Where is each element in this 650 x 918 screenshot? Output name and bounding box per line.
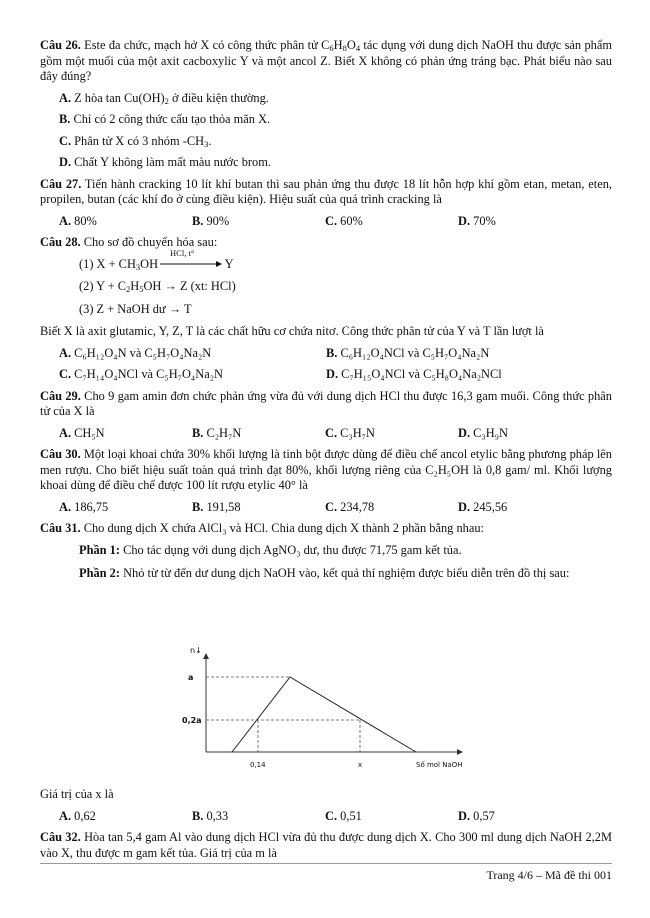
q26-option-a: A. Z hòa $\tan Cu(OH)_2$ ở điều kiện thường. [59, 90, 269, 106]
q29-option-c: C. C₃H₇N [325, 425, 375, 440]
question-32: Câu 32. Hòa tan 5,4 gam Al vào dung dịch HCl vừa đủ thu được dung dịch X. Cho 300 ml dung dịch NaOH 2,2M vào X, thu được m gam kết tủa. Giá trị của m là [40, 830, 612, 860]
q30-option-b: B. 191,58 [192, 499, 241, 514]
q28-statement: Biết X là axit glutamic, Y, Z, T là các chất hữu cơ chứa nitơ. Công thức phân tử của Y và T lần lượt là [40, 324, 544, 338]
question-29: Câu 29. Cho 9 gam amin đơn chức phản ứng vừa đủ với dung dịch HCl thu được 16,3 gam muối. Công thức phân tử của X là [40, 388, 612, 418]
q27-option-c: C. 60% [325, 213, 363, 228]
q29-option-b: B. C₂H₇N [192, 425, 242, 440]
q28-option-b: B. C₆H₁₂O₄NCl và C₅H₇O₄Na₂N [326, 345, 490, 360]
page-number: Trang 4/6 – Mã đề thi 001 [486, 868, 612, 882]
q30-option-c: C. 234,78 [325, 499, 375, 514]
question-31: Câu 31. Cho dung dịch X chứa AlCl₃ và HCl. Chia dung dịch X thành 2 phần bằng nhau: [40, 521, 484, 535]
x-tick-x: x [358, 761, 363, 769]
reaction-1: (1) $X + CH_3OH$ HCl, t° Y [79, 247, 234, 272]
reaction-2: (2) $Y + C_2H_5OH \to Z$ (xt: HCl) [79, 279, 236, 294]
q29-option-d: D. C₃H₉N [458, 425, 508, 440]
reaction-3: (3) Z + NaOH dư → T [79, 301, 192, 316]
y-tick-0.2a: 0,2a [182, 716, 202, 725]
q28-options-row2 [59, 367, 612, 383]
q31-option-c: C. 0,51 [325, 808, 362, 823]
q27-options [59, 214, 612, 230]
x-axis-label: Số mol NaOH [416, 761, 463, 769]
q30-option-a: A. 186,75 [59, 499, 109, 514]
q28-option-a: A. C₆H₁₂O₄N và C₅H₇O₄Na₂N [59, 345, 212, 360]
reaction-arrow: HCl, t° [158, 257, 222, 273]
q31-option-a: A. 0,62 [59, 808, 96, 823]
q28-options-row1 [59, 346, 612, 362]
question-28: Câu 28. Cho sơ đồ chuyển hóa sau: [40, 235, 218, 249]
precipitate-graph [170, 640, 480, 780]
q31-options [59, 809, 612, 825]
q26-option-d: D. Chất Y không làm mất màu nước brom. [59, 155, 271, 169]
q27-option-a: A. 80% [59, 213, 97, 228]
x-tick-0.14: 0,14 [250, 761, 266, 769]
q31-question: Giá trị của x là [40, 787, 114, 801]
page-footer [40, 863, 612, 882]
q30-option-d: D. 245,56 [458, 499, 508, 514]
q27-option-d: D. 70% [458, 213, 496, 228]
y-tick-a: a [188, 673, 194, 682]
question-26: Câu 26. Este đa chức, mạch hở X có công thức phân tử $C_6H_8O_4$ tác dụng với dung dịch NaOH thu được sản phẩm gồm một muối của một axit cacboxylic Y và một ancol Z. Biết X không có phản ứng tráng bạc. Phát biểu nào sau đây đúng? [40, 38, 612, 83]
y-axis-label: n↓ [190, 646, 202, 655]
q31-option-d: D. 0,57 [458, 808, 495, 823]
q31-part-2: Phần 2: Nhỏ từ từ đến dư dung dịch NaOH vào, kết quả thí nghiệm được biểu diễn trên đồ thị sau: [79, 566, 570, 580]
q30-options [59, 500, 612, 516]
reaction-scheme [79, 247, 612, 318]
q26-option-b: B. Chỉ có 2 công thức cấu tạo thỏa mãn X. [59, 112, 271, 126]
q28-option-c: C. C₇H₁₄O₄NCl và C₅H₇O₄Na₂N [59, 367, 223, 381]
question-27: Câu 27. Tiến hành cracking 10 lít khí butan thì sau phản ứng thu được 18 lít hỗn hợp khí gồm etan, metan, eten, propilen, butan (các khí đo ở cùng điều kiện). Hiệu suất của quá trình cracking là [40, 176, 612, 206]
q28-option-d: D. C₇H₁₅O₄NCl và C₅H₈O₄Na₂NCl [326, 367, 502, 381]
q27-option-b: B. 90% [192, 213, 230, 228]
q31-option-b: B. 0,33 [192, 808, 229, 823]
q29-options [59, 426, 612, 442]
q26-option-c: C. Phân tử X có 3 nhóm $-CH_3$. [59, 133, 212, 149]
q31-part-1: Phần 1: Cho tác dụng với dung dịch AgNO₃ dư, thu được 71,75 gam kết tủa. [79, 542, 462, 557]
exam-page [40, 38, 612, 590]
lower-section [40, 787, 612, 867]
q29-option-a: A. CH₅N [59, 425, 105, 440]
question-30: Câu 30. Một loại khoai chứa 30% khối lượng là tinh bột được dùng để điều chế ancol etylic bằng phương pháp lên men rượu. Cho biết hiệu suất toàn quá trình đạt 80%, khối lượng riêng của C₂H₅OH là 0,8 gam/ ml. Khối lượng khoai dùng để điều chế được 100 lít rượu etylic 40° là [40, 447, 612, 492]
precipitate-curve [232, 677, 416, 752]
